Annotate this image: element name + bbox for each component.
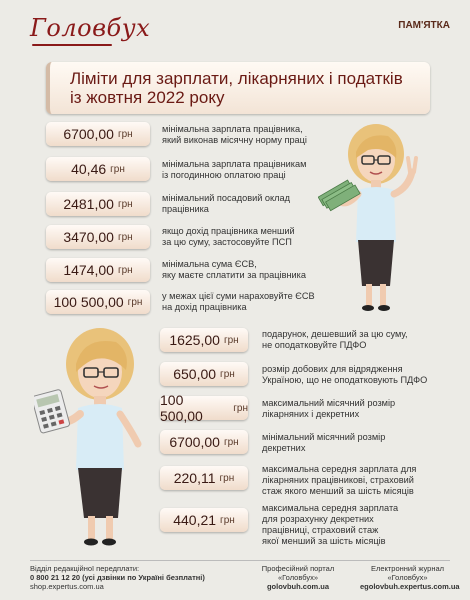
footer-text: Відділ редакційної передплати: bbox=[30, 564, 140, 573]
logo[interactable]: Головбух bbox=[30, 14, 151, 42]
footer-portal bbox=[248, 564, 348, 591]
value-unit: грн bbox=[117, 231, 133, 243]
value-description bbox=[262, 398, 395, 420]
value-badge bbox=[160, 392, 248, 424]
value-badge bbox=[160, 466, 248, 490]
desc-line: максимальна середня зарплата для bbox=[262, 464, 417, 474]
desc-line: подарунок, дешевший за цю суму, bbox=[262, 329, 408, 339]
desc-line: не оподатковуйте ПДФО bbox=[262, 340, 367, 350]
desc-line: розмір добових для відрядження bbox=[262, 364, 403, 374]
footer-link[interactable]: egolovbuh.expertus.com.ua bbox=[360, 582, 460, 591]
footer-link[interactable]: golovbuh.com.ua bbox=[266, 582, 330, 591]
value-unit: грн bbox=[117, 128, 133, 140]
value-badge bbox=[46, 122, 150, 146]
value-amount: 6700,00 bbox=[169, 434, 220, 450]
value-amount: 1625,00 bbox=[169, 332, 220, 348]
value-badge bbox=[160, 430, 248, 454]
footer bbox=[30, 560, 460, 591]
value-amount: 3470,00 bbox=[63, 229, 114, 245]
memo-tag: ПАМ'ЯТКА bbox=[398, 20, 450, 31]
desc-line: мінімальна зарплата працівникам bbox=[162, 159, 307, 169]
value-badge bbox=[46, 290, 150, 314]
desc-line: максимальна середня зарплата bbox=[262, 503, 399, 513]
desc-line: якої менший за шість місяців bbox=[262, 536, 386, 546]
value-badge bbox=[160, 362, 248, 386]
value-unit: грн bbox=[219, 472, 235, 484]
value-amount: 2481,00 bbox=[63, 196, 114, 212]
desc-line: для розрахунку декретних bbox=[262, 514, 374, 524]
value-amount: 40,46 bbox=[71, 161, 107, 177]
desc-line: із погодинною оплатою праці bbox=[162, 170, 286, 180]
value-unit: грн bbox=[223, 436, 239, 448]
value-unit: грн bbox=[233, 402, 248, 414]
desc-line: мінімальний посадовий оклад bbox=[162, 193, 290, 203]
value-description bbox=[162, 193, 290, 215]
footer-phone[interactable]: 0 800 21 12 20 (усі дзвінки по Україні безплатні) bbox=[30, 573, 205, 582]
title-box bbox=[46, 62, 430, 114]
value-amount: 220,11 bbox=[173, 470, 216, 486]
desc-line: якщо дохід працівника менший bbox=[162, 226, 295, 236]
value-amount: 1474,00 bbox=[63, 262, 114, 278]
desc-line: яку маєте сплатити за працівника bbox=[162, 270, 306, 280]
value-amount: 100 500,00 bbox=[160, 392, 203, 424]
value-badge bbox=[46, 157, 150, 181]
value-badge bbox=[46, 225, 150, 249]
desc-line: максимальний місячний розмір bbox=[262, 398, 396, 408]
page-title bbox=[70, 69, 403, 107]
value-badge bbox=[160, 328, 248, 352]
logo-underline bbox=[32, 44, 112, 46]
desc-line: декретних bbox=[262, 443, 306, 453]
value-description bbox=[162, 226, 295, 248]
value-unit: грн bbox=[117, 264, 133, 276]
value-unit: грн bbox=[117, 198, 133, 210]
value-badge bbox=[160, 508, 248, 532]
footer-subscription bbox=[30, 564, 230, 591]
value-description bbox=[262, 464, 416, 497]
footer-text: «Головбух» bbox=[277, 573, 319, 582]
value-description bbox=[162, 159, 306, 181]
value-unit: грн bbox=[220, 368, 235, 380]
footer-text: «Головбух» bbox=[387, 573, 428, 582]
title-line-1: Ліміти для зарплати, лікарняних і податків bbox=[70, 69, 403, 88]
footer-ejournal bbox=[360, 564, 460, 591]
woman-with-calculator-illustration bbox=[34, 322, 154, 550]
value-description bbox=[162, 291, 315, 313]
value-description bbox=[262, 364, 427, 386]
value-description bbox=[262, 329, 408, 351]
desc-line: мінімальна зарплата працівника, bbox=[162, 124, 303, 134]
value-unit: грн bbox=[110, 163, 125, 175]
desc-line: мінімальна сума ЄСВ, bbox=[162, 259, 257, 269]
desc-line: стаж якого менший за шість місяців bbox=[262, 486, 414, 496]
desc-line: який виконав місячну норму праці bbox=[162, 135, 307, 145]
footer-text: Електронний журнал bbox=[370, 564, 445, 573]
desc-line: лікарняних і декретних bbox=[262, 409, 360, 419]
value-badge bbox=[46, 192, 150, 216]
value-unit: грн bbox=[223, 334, 239, 346]
desc-line: на дохід працівника bbox=[162, 302, 247, 312]
value-badge bbox=[46, 258, 150, 282]
value-amount: 650,00 bbox=[173, 366, 217, 382]
value-amount: 440,21 bbox=[173, 512, 217, 528]
woman-with-money-illustration bbox=[318, 118, 430, 314]
footer-text: Професійний портал bbox=[261, 564, 335, 573]
footer-link[interactable]: shop.expertus.com.ua bbox=[30, 582, 104, 591]
desc-line: у межах цієї суми нараховуйте ЄСВ bbox=[162, 291, 315, 301]
value-amount: 6700,00 bbox=[63, 126, 114, 142]
desc-line: за цю суму, застосовуйте ПСП bbox=[162, 237, 292, 247]
desc-line: мінімальний місячний розмір bbox=[262, 432, 386, 442]
value-unit: грн bbox=[220, 514, 235, 526]
value-unit: грн bbox=[127, 296, 143, 308]
value-description bbox=[162, 124, 307, 146]
value-description bbox=[162, 259, 306, 281]
value-description bbox=[262, 503, 398, 547]
desc-line: Україною, що не оподатковують ПДФО bbox=[262, 375, 428, 385]
desc-line: лікарняних працівникові, страховий bbox=[262, 475, 414, 485]
title-line-2: із жовтня 2022 року bbox=[70, 88, 225, 107]
desc-line: працівника bbox=[162, 204, 209, 214]
value-description bbox=[262, 432, 385, 454]
value-amount: 100 500,00 bbox=[53, 294, 124, 310]
desc-line: працівниці, страховий стаж bbox=[262, 525, 379, 535]
